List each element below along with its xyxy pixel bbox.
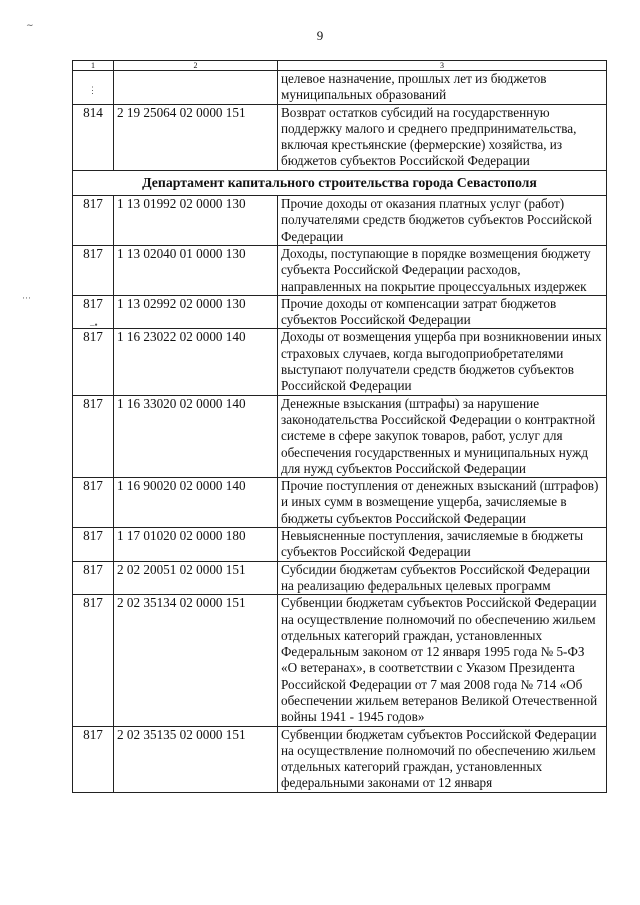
budget-classification-code-cell (114, 71, 278, 105)
budget-classification-code-cell: 1 16 23022 02 0000 140 (114, 329, 278, 395)
admin-code-cell: 817 (73, 245, 114, 295)
revenue-description-cell: Субвенции бюджетам субъектов Российской Федерации на осуществление полномочий по обеспечению жильем отдельных категорий граждан, установленных федеральными законами от 12 января (278, 726, 607, 792)
budget-classification-code-cell: 2 02 20051 02 0000 151 (114, 561, 278, 595)
scan-mark: –• (90, 320, 98, 330)
table-row (73, 478, 607, 528)
budget-classification-code-cell: 1 13 02992 02 0000 130 (114, 295, 278, 329)
section-header-row (73, 170, 607, 195)
table-row (73, 245, 607, 295)
revenue-description-cell: Субсидии бюджетам субъектов Российской Федерации на реализацию федеральных целевых программ (278, 561, 607, 595)
budget-classification-code-cell: 2 02 35135 02 0000 151 (114, 726, 278, 792)
revenue-description-cell: целевое назначение, прошлых лет из бюджетов муниципальных образований (278, 71, 607, 105)
table-row (73, 561, 607, 595)
revenue-description-cell: Прочие доходы от оказания платных услуг (работ) получателями средств бюджетов субъектов Российской Федерации (278, 196, 607, 246)
admin-code-cell: 817 (73, 528, 114, 562)
budget-classification-code-cell: 1 13 02040 01 0000 130 (114, 245, 278, 295)
column-number-header (73, 61, 607, 71)
budget-classification-code-cell: 1 16 33020 02 0000 140 (114, 395, 278, 477)
admin-code-cell: 814 (73, 104, 114, 170)
admin-code-cell: 817 (73, 196, 114, 246)
admin-code-cell: 817 (73, 478, 114, 528)
admin-code-cell: 817 (73, 295, 114, 329)
budget-classification-code-cell: 1 17 01020 02 0000 180 (114, 528, 278, 562)
table-row (73, 726, 607, 792)
revenue-description-cell: Прочие доходы от компенсации затрат бюджетов субъектов Российской Федерации (278, 295, 607, 329)
admin-code-cell: 817 (73, 329, 114, 395)
header-col-3: 3 (278, 61, 607, 71)
revenue-description-cell: Возврат остатков субсидий на государственную поддержку малого и среднего предпринимательства, включая крестьянские (фермерские) хозяйства, из бюджетов субъектов Российской Федерации (278, 104, 607, 170)
admin-code-cell: 817 (73, 595, 114, 726)
table-row (73, 71, 607, 105)
scan-mark: ∼ (26, 20, 34, 30)
header-col-2: 2 (114, 61, 278, 71)
budget-classification-code-cell: 2 02 35134 02 0000 151 (114, 595, 278, 726)
section-title: Департамент капитального строительства города Севастополя (73, 170, 607, 195)
budget-classification-code-cell: 1 13 01992 02 0000 130 (114, 196, 278, 246)
admin-code-cell: 817 (73, 395, 114, 477)
revenue-description-cell: Субвенции бюджетам субъектов Российской Федерации на осуществление полномочий по обеспечению жильем отдельных категорий граждан, установленных Федеральным законом от 12 января 1995 года № 5-ФЗ «О ветеранах», в соответствии с Указом Президента Российской Федерации от 7 мая 2008 года № 714 «Об обеспечении жильем ветеранов Великой Отечественной войны 1941 - 1945 годов» (278, 595, 607, 726)
scan-mark: ··· (22, 293, 31, 303)
revenue-description-cell: Прочие поступления от денежных взысканий (штрафов) и иных сумм в возмещение ущерба, зачисляемые в бюджеты субъектов Российской Федерации (278, 478, 607, 528)
admin-code-cell: 817 (73, 561, 114, 595)
revenue-description-cell: Невыясненные поступления, зачисляемые в бюджеты субъектов Российской Федерации (278, 528, 607, 562)
header-col-1: 1 (73, 61, 114, 71)
revenue-description-cell: Денежные взыскания (штрафы) за нарушение законодательства Российской Федерации о контрактной системе в сфере закупок товаров, работ, услуг для обеспечения государственных и муниципальных нужд для нужд субъектов Российской Федерации (278, 395, 607, 477)
admin-code-cell: 817 (73, 726, 114, 792)
table-row (73, 196, 607, 246)
revenue-codes-table (72, 60, 607, 793)
scan-mark: ⋮ (88, 85, 97, 95)
table-row (73, 104, 607, 170)
table-row (73, 295, 607, 329)
budget-classification-code-cell: 1 16 90020 02 0000 140 (114, 478, 278, 528)
table-row (73, 528, 607, 562)
page-number: 9 (316, 28, 324, 43)
revenue-description-cell: Доходы, поступающие в порядке возмещения бюджету субъекта Российской Федерации расходов, направленных на покрытие процессуальных издержек (278, 245, 607, 295)
table-row (73, 395, 607, 477)
table-row (73, 595, 607, 726)
budget-classification-code-cell: 2 19 25064 02 0000 151 (114, 104, 278, 170)
table-row (73, 329, 607, 395)
revenue-description-cell: Доходы от возмещения ущерба при возникновении иных страховых случаев, когда выгодоприобретателями выступают получатели средств бюджетов субъектов Российской Федерации (278, 329, 607, 395)
